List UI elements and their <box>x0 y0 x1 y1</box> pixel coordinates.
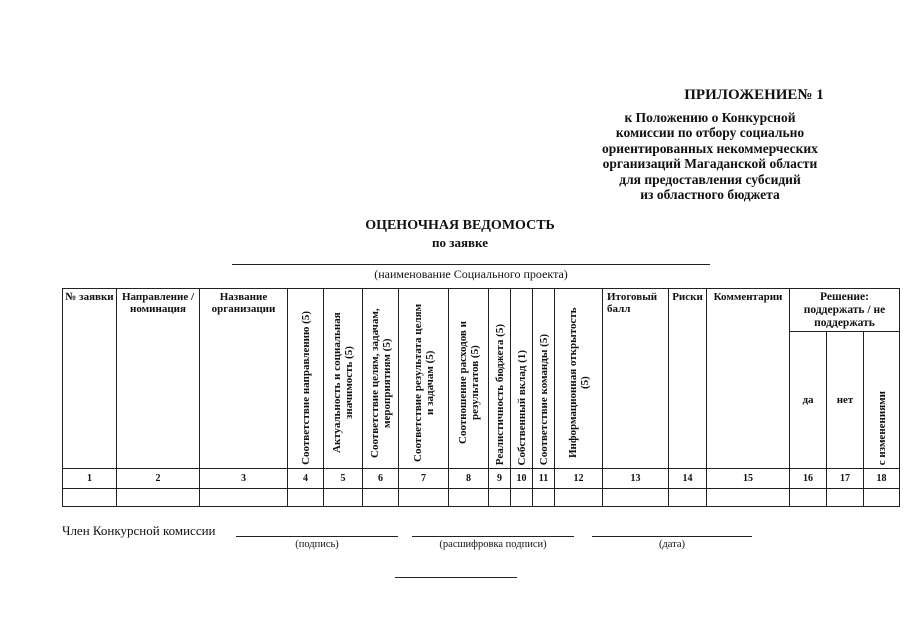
header-decision: Решение: поддержать / не поддержать <box>790 289 900 332</box>
date-caption: (дата) <box>658 539 686 550</box>
appendix-line: ориентированных некоммерческих <box>602 140 818 156</box>
signature-caption: (подпись) <box>295 539 339 550</box>
signature-name-line <box>412 536 574 537</box>
appendix-title: ПРИЛОЖЕНИЕ№ 1 <box>684 87 824 103</box>
column-number: 13 <box>603 469 669 489</box>
header-yes: да <box>790 332 827 469</box>
column-number: 4 <box>288 469 324 489</box>
appendix-line: для предоставления субсидий <box>619 171 801 187</box>
entry-cell[interactable] <box>363 489 399 507</box>
header-criterion-6: Соответствие целям, задачам, мероприятиям (5) <box>363 289 399 469</box>
column-number: 3 <box>200 469 288 489</box>
column-number: 12 <box>555 469 603 489</box>
entry-cell[interactable] <box>533 489 555 507</box>
project-name-line <box>232 264 710 265</box>
header-no: нет <box>827 332 864 469</box>
header-num: № заявки <box>63 289 117 469</box>
entry-cell[interactable] <box>324 489 363 507</box>
entry-cell[interactable] <box>449 489 489 507</box>
header-criterion-11: Соответствие команды (5) <box>533 289 555 469</box>
entry-cell[interactable] <box>864 489 900 507</box>
entry-cell[interactable] <box>63 489 117 507</box>
column-number: 15 <box>707 469 790 489</box>
column-number: 6 <box>363 469 399 489</box>
column-number: 18 <box>864 469 900 489</box>
appendix-line: организаций Магаданской области <box>602 156 818 171</box>
entry-cell[interactable] <box>399 489 449 507</box>
column-number: 14 <box>669 469 707 489</box>
header-risks: Риски <box>669 289 707 469</box>
entry-cell[interactable] <box>707 489 790 507</box>
column-number: 16 <box>790 469 827 489</box>
header-criterion-4: Соответствие направлению (5) <box>288 289 324 469</box>
column-number: 2 <box>117 469 200 489</box>
entry-cell[interactable] <box>288 489 324 507</box>
header-criterion-12: Информационная открытость (5) <box>555 289 603 469</box>
header-criterion-10: Собственный вклад (1) <box>511 289 533 469</box>
header-criterion-9: Реалистичность бюджета (5) <box>489 289 511 469</box>
entry-cell[interactable] <box>790 489 827 507</box>
header-total-score: Итоговый балл <box>603 289 669 469</box>
column-number: 1 <box>63 469 117 489</box>
appendix-line: к Положению о Конкурсной <box>624 109 796 125</box>
column-number: 5 <box>324 469 363 489</box>
entry-cell[interactable] <box>603 489 669 507</box>
bottom-divider <box>395 577 517 578</box>
column-number: 11 <box>533 469 555 489</box>
entry-cell[interactable] <box>511 489 533 507</box>
header-direction: Направление / номинация <box>117 289 200 469</box>
document-subtitle: по заявке <box>432 235 488 250</box>
column-number-row <box>63 469 900 489</box>
column-number: 8 <box>449 469 489 489</box>
entry-cell[interactable] <box>489 489 511 507</box>
column-number: 7 <box>399 469 449 489</box>
commission-member-label: Член Конкурсной комиссии <box>62 523 216 538</box>
date-line <box>592 536 752 537</box>
header-with-changes: с изменениями <box>864 332 900 469</box>
header-criterion-7: Соответствие результата целям и задачам (5) <box>399 289 449 469</box>
signature-name-caption: (расшифровка подписи) <box>439 539 547 550</box>
empty-entry-row <box>63 489 900 507</box>
entry-cell[interactable] <box>669 489 707 507</box>
appendix-line: из областного бюджета <box>640 187 780 202</box>
appendix-block <box>560 88 860 203</box>
project-name-caption: (наименование Социального проекта) <box>374 267 568 281</box>
header-criterion-8: Соотношение расходов и результатов (5) <box>449 289 489 469</box>
entry-cell[interactable] <box>117 489 200 507</box>
column-number: 10 <box>511 469 533 489</box>
entry-cell[interactable] <box>555 489 603 507</box>
column-number: 17 <box>827 469 864 489</box>
evaluation-table <box>62 288 900 507</box>
column-number: 9 <box>489 469 511 489</box>
header-organization: Название организации <box>200 289 288 469</box>
signature-line <box>236 536 398 537</box>
header-criterion-5: Актуальность и социальная значимость (5) <box>324 289 363 469</box>
header-comments: Комментарии <box>707 289 790 469</box>
header-row <box>63 289 900 332</box>
entry-cell[interactable] <box>200 489 288 507</box>
document-title: ОЦЕНОЧНАЯ ВЕДОМОСТЬ <box>365 218 555 233</box>
entry-cell[interactable] <box>827 489 864 507</box>
document-heading <box>330 218 590 251</box>
appendix-line: комиссии по отбору социально <box>615 125 805 140</box>
